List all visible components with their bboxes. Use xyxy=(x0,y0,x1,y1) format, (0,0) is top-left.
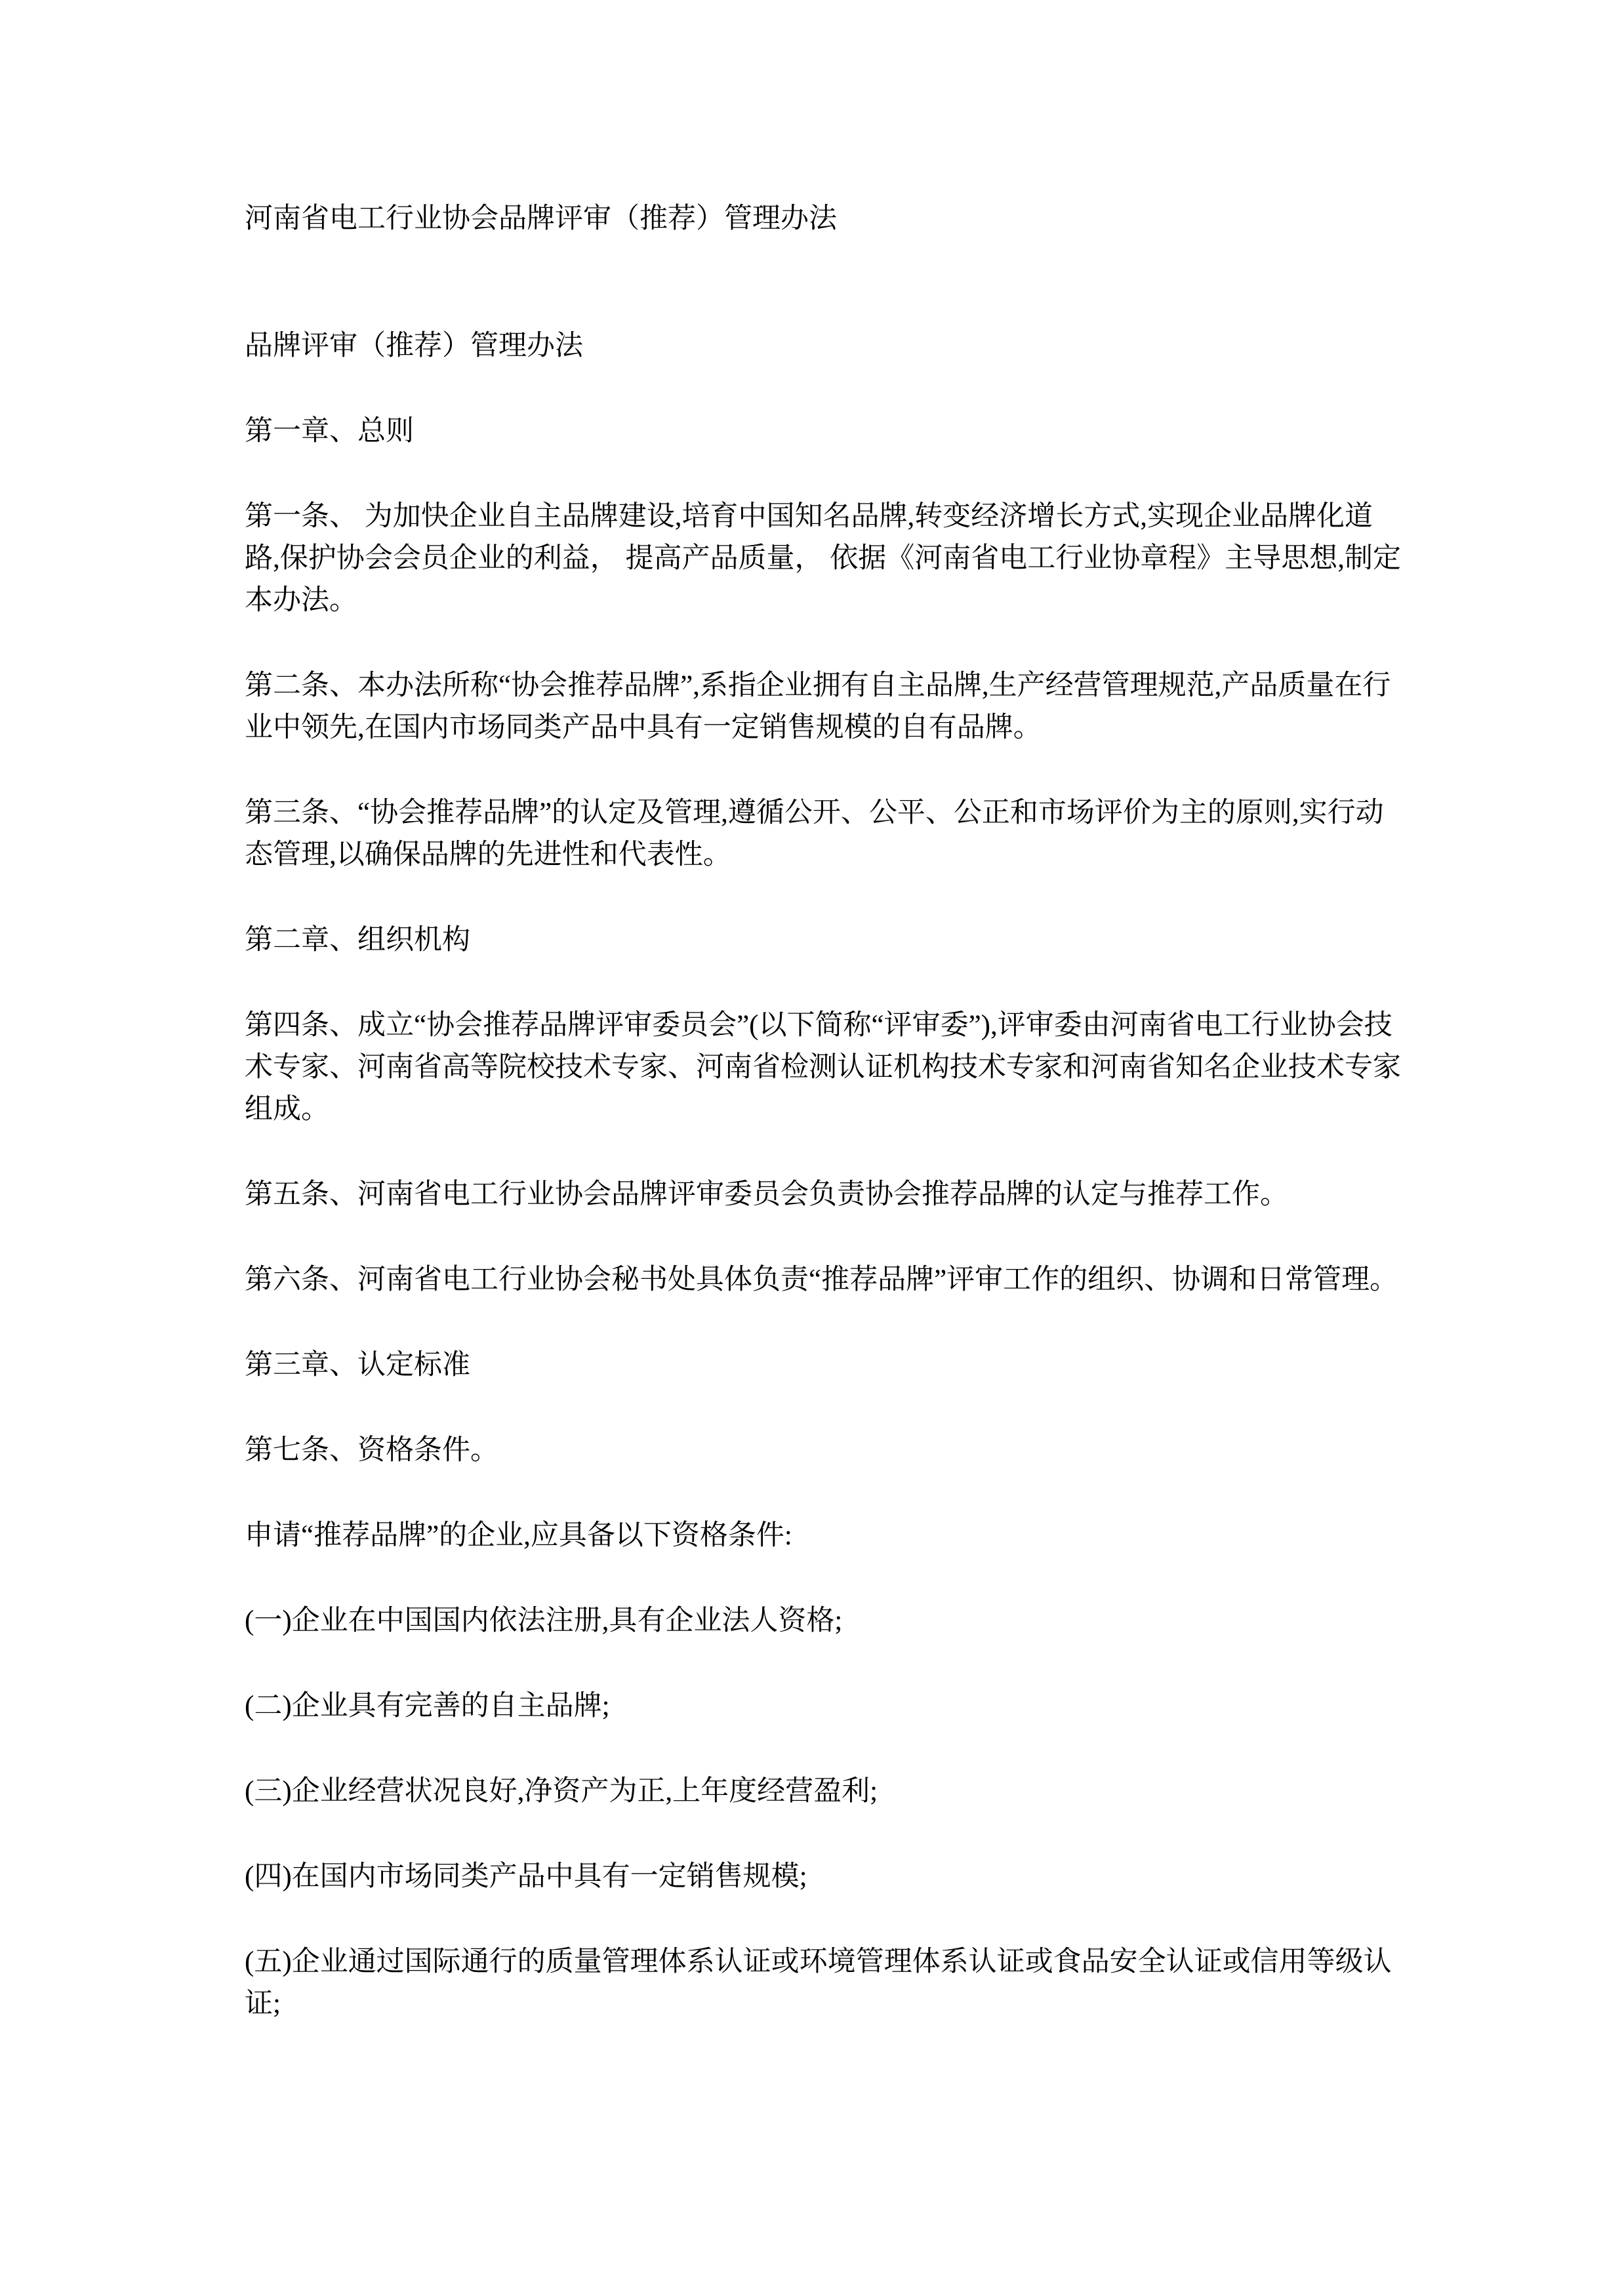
article-5-paragraph: 第五条、河南省电工行业协会品牌评审委员会负责协会推荐品牌的认定与推荐工作。 xyxy=(245,1179,1288,1210)
qualification-item-4: (四)在国内市场同类产品中具有一定销售规模; xyxy=(245,1861,807,1892)
article-1-paragraph: 第一条、 为加快企业自主品牌建设,培育中国知名品牌,转变经济增长方式,实现企业品牌化道路,保护协会会员企业的利益， 提高产品质量， 依据《河南省电工行业协章程》主导思想,制定本办法。 xyxy=(245,501,1401,616)
article-7-paragraph: 第七条、资格条件。 xyxy=(245,1435,498,1466)
document-title: 河南省电工行业协会品牌评审（推荐）管理办法 xyxy=(245,203,837,234)
document-body xyxy=(245,198,1406,2025)
article-4-paragraph: 第四条、成立“协会推荐品牌评审委员会”(以下简称“评审委”),评审委由河南省电工行业协会技术专家、河南省高等院校技术专家、河南省检测认证机构技术专家和河南省知名企业技术专家组成。 xyxy=(245,1010,1401,1125)
qualification-item-3: (三)企业经营状况良好,净资产为正,上年度经营盈利; xyxy=(245,1776,878,1807)
article-3-paragraph: 第三条、“协会推荐品牌”的认定及管理,遵循公开、公平、公正和市场评价为主的原则,实行动态管理,以确保品牌的先进性和代表性。 xyxy=(245,797,1384,870)
qualification-intro: 申请“推荐品牌”的企业,应具备以下资格条件: xyxy=(245,1520,792,1551)
qualification-item-1: (一)企业在中国国内依法注册,具有企业法人资格; xyxy=(245,1605,843,1636)
chapter-1-heading: 第一章、总则 xyxy=(245,416,414,447)
document-subtitle: 品牌评审（推荐）管理办法 xyxy=(245,331,583,361)
qualification-item-5: (五)企业通过国际通行的质量管理体系认证或环境管理体系认证或食品安全认证或信用等级认证; xyxy=(245,1946,1392,2019)
chapter-3-heading: 第三章、认定标准 xyxy=(245,1350,470,1380)
qualification-item-2: (二)企业具有完善的自主品牌; xyxy=(245,1691,610,1722)
chapter-2-heading: 第二章、组织机构 xyxy=(245,925,470,956)
article-6-paragraph: 第六条、河南省电工行业协会秘书处具体负责“推荐品牌”评审工作的组织、协调和日常管理。 xyxy=(245,1264,1398,1295)
article-2-paragraph: 第二条、本办法所称“协会推荐品牌”,系指企业拥有自主品牌,生产经营管理规范,产品质量在行业中领先,在国内市场同类产品中具有一定销售规模的自有品牌。 xyxy=(245,670,1391,743)
